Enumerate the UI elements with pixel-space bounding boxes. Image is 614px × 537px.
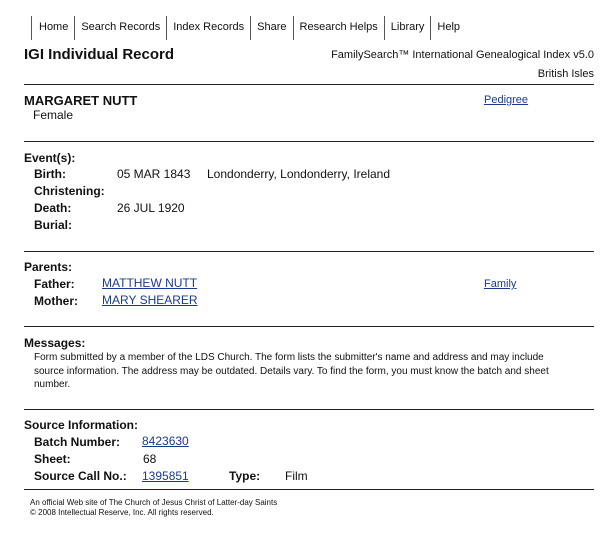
parents-heading: Parents:: [24, 260, 73, 274]
christening-label: Christening:: [34, 184, 105, 198]
database-name: FamilySearch™ International Genealogical Index v5.0: [331, 49, 594, 61]
source-heading: Source Information:: [24, 418, 139, 432]
nav-home[interactable]: Home: [31, 16, 74, 40]
source-call-label: Source Call No.:: [34, 469, 127, 483]
footer-site-line: An official Web site of The Church of Jesus Christ of Latter-day Saints: [30, 498, 278, 507]
divider: [24, 409, 594, 410]
divider: [24, 141, 594, 142]
father-link[interactable]: MATTHEW NUTT: [102, 276, 198, 290]
divider: [24, 251, 594, 252]
database-title: [331, 46, 594, 84]
mother-link[interactable]: MARY SHEARER: [102, 293, 198, 307]
mother-label: Mother:: [34, 294, 78, 308]
death-date: 26 JUL 1920: [117, 201, 185, 215]
divider: [24, 489, 594, 490]
batch-link[interactable]: 8423630: [142, 434, 189, 448]
birth-date: 05 MAR 1843: [117, 167, 191, 181]
sheet-label: Sheet:: [34, 452, 71, 466]
person-name: MARGARET NUTT: [24, 93, 138, 108]
type-value: Film: [285, 469, 308, 483]
type-label: Type:: [229, 469, 261, 483]
burial-label: Burial:: [34, 218, 73, 232]
nav-search-records[interactable]: Search Records: [74, 16, 166, 40]
person-gender: Female: [33, 108, 74, 122]
source-call-link[interactable]: 1395851: [142, 469, 189, 483]
footer-copyright: © 2008 Intellectual Reserve, Inc. All rights reserved.: [30, 508, 214, 517]
nav-help[interactable]: Help: [430, 16, 466, 40]
nav-share[interactable]: Share: [250, 16, 292, 40]
nav-index-records[interactable]: Index Records: [166, 16, 250, 40]
batch-label: Batch Number:: [34, 435, 121, 449]
pedigree-link[interactable]: Pedigree: [484, 94, 529, 106]
nav-research-helps[interactable]: Research Helps: [293, 16, 384, 40]
top-navigation: [31, 16, 466, 40]
events-heading: Event(s):: [24, 151, 76, 165]
divider: [24, 84, 594, 85]
messages-heading: Messages:: [24, 336, 86, 350]
father-label: Father:: [34, 277, 75, 291]
page-title: IGI Individual Record: [24, 46, 175, 63]
birth-label: Birth:: [34, 167, 66, 181]
birth-place: Londonderry, Londonderry, Ireland: [207, 167, 391, 181]
nav-library[interactable]: Library: [384, 16, 431, 40]
divider: [24, 326, 594, 327]
database-region: British Isles: [537, 68, 594, 80]
family-link[interactable]: Family: [484, 278, 517, 290]
messages-text: Form submitted by a member of the LDS Church. The form lists the submitter's name and address and may include source information. The address may be outdated. Details vary. To find the form, you must know the batch and sheet number.: [34, 352, 549, 390]
footer: [30, 498, 277, 518]
death-label: Death:: [34, 201, 72, 215]
sheet-value: 68: [143, 452, 157, 466]
